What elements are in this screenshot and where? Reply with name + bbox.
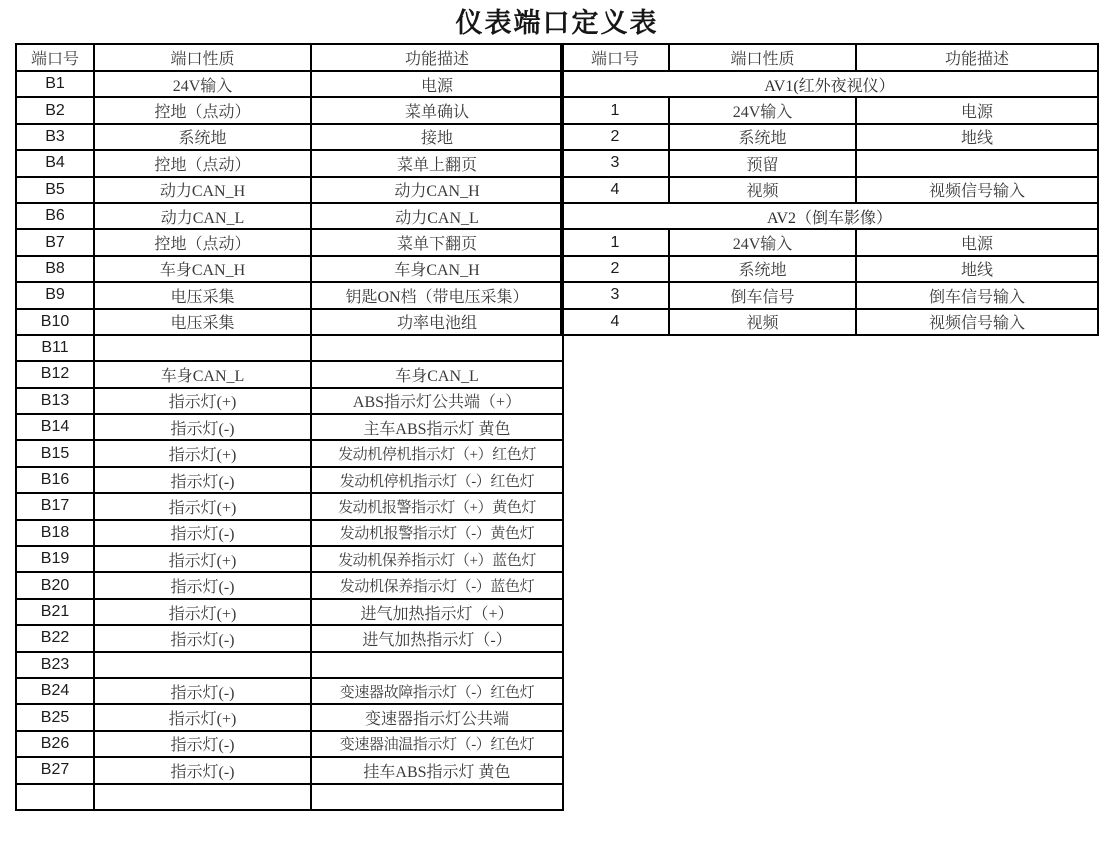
- table-row: [561, 256, 1098, 282]
- table-row: [16, 388, 563, 414]
- table-cell: 电压采集: [94, 309, 311, 335]
- column-header-port-nature: 端口性质: [669, 44, 856, 71]
- table-cell: 指示灯(-): [94, 757, 311, 783]
- table-cell: 变速器故障指示灯（-）红色灯: [311, 678, 563, 704]
- header-row: [561, 44, 1098, 71]
- table-cell: B3: [16, 124, 94, 150]
- table-cell: B7: [16, 229, 94, 255]
- table-row: [16, 572, 563, 598]
- table-cell: 指示灯(+): [94, 388, 311, 414]
- table-cell: B16: [16, 467, 94, 493]
- table-row: [561, 282, 1098, 308]
- table-row: [561, 97, 1098, 123]
- table-cell: B13: [16, 388, 94, 414]
- av-port-table-right: [560, 43, 1099, 336]
- table-cell: 指示灯(+): [94, 440, 311, 466]
- table-cell: 电源: [856, 97, 1098, 123]
- table-cell: 系统地: [94, 124, 311, 150]
- table-cell: 动力CAN_H: [94, 177, 311, 203]
- table-row: [16, 309, 563, 335]
- table-cell: B10: [16, 309, 94, 335]
- table-cell: 车身CAN_L: [311, 361, 563, 387]
- table-cell: [311, 652, 563, 678]
- table-cell: 发动机停机指示灯（-）红色灯: [311, 467, 563, 493]
- table-cell: 功率电池组: [311, 309, 563, 335]
- table-cell: B22: [16, 625, 94, 651]
- table-cell: [16, 784, 94, 810]
- table-row: [16, 177, 563, 203]
- table-cell: 4: [561, 309, 669, 335]
- table-cell: 车身CAN_L: [94, 361, 311, 387]
- table-cell: ABS指示灯公共端（+）: [311, 388, 563, 414]
- table-cell: 1: [561, 229, 669, 255]
- table-cell: 动力CAN_L: [311, 203, 563, 229]
- section-title: AV2（倒车影像）: [561, 203, 1098, 229]
- table-cell: 2: [561, 256, 669, 282]
- table-row: [16, 282, 563, 308]
- table-cell: 24V输入: [94, 71, 311, 97]
- table-cell: 3: [561, 150, 669, 176]
- table-cell: B5: [16, 177, 94, 203]
- table-cell: B2: [16, 97, 94, 123]
- table-cell: 指示灯(-): [94, 520, 311, 546]
- table-cell: 进气加热指示灯（+）: [311, 599, 563, 625]
- table-cell: 地线: [856, 256, 1098, 282]
- table-cell: 发动机保养指示灯（+）蓝色灯: [311, 546, 563, 572]
- table-cell: B24: [16, 678, 94, 704]
- table-cell: 指示灯(-): [94, 731, 311, 757]
- table-cell: B11: [16, 335, 94, 361]
- table-cell: B15: [16, 440, 94, 466]
- table-cell: B14: [16, 414, 94, 440]
- table-row: [16, 335, 563, 361]
- table-cell: 控地（点动）: [94, 229, 311, 255]
- table-cell: 指示灯(-): [94, 414, 311, 440]
- table-cell: 电压采集: [94, 282, 311, 308]
- page-title: 仪表端口定义表: [455, 8, 659, 38]
- table-cell: [856, 150, 1098, 176]
- table-cell: B20: [16, 572, 94, 598]
- table-row: [561, 229, 1098, 255]
- table-row: [16, 625, 563, 651]
- column-header-port-nature: 端口性质: [94, 44, 311, 71]
- table-cell: 指示灯(-): [94, 678, 311, 704]
- table-cell: B23: [16, 652, 94, 678]
- header-row: [16, 44, 563, 71]
- table-row: [16, 652, 563, 678]
- table-cell: 菜单上翻页: [311, 150, 563, 176]
- table-cell: 进气加热指示灯（-）: [311, 625, 563, 651]
- table-cell: 变速器油温指示灯（-）红色灯: [311, 731, 563, 757]
- table-cell: 1: [561, 97, 669, 123]
- table-row: [16, 256, 563, 282]
- table-row: [16, 203, 563, 229]
- section-title: AV1(红外夜视仪）: [561, 71, 1098, 97]
- table-row: [16, 361, 563, 387]
- table-cell: B18: [16, 520, 94, 546]
- table-row: [561, 150, 1098, 176]
- table-cell: 指示灯(-): [94, 467, 311, 493]
- table-cell: 系统地: [669, 124, 856, 150]
- table-row: [16, 414, 563, 440]
- table-cell: B21: [16, 599, 94, 625]
- table-cell: B9: [16, 282, 94, 308]
- instrument-port-table-left: [15, 43, 564, 811]
- table-cell: 电源: [856, 229, 1098, 255]
- table-row: [561, 177, 1098, 203]
- section-header-row: [561, 203, 1098, 229]
- table-cell: B25: [16, 704, 94, 730]
- table-cell: 电源: [311, 71, 563, 97]
- table-row: [16, 229, 563, 255]
- table-cell: B12: [16, 361, 94, 387]
- table-cell: [311, 784, 563, 810]
- table-cell: 视频: [669, 309, 856, 335]
- table-cell: 指示灯(+): [94, 599, 311, 625]
- table-cell: 视频信号输入: [856, 309, 1098, 335]
- table-cell: B19: [16, 546, 94, 572]
- table-row: [16, 599, 563, 625]
- table-cell: 4: [561, 177, 669, 203]
- table-cell: B26: [16, 731, 94, 757]
- table-cell: B17: [16, 493, 94, 519]
- table-cell: 2: [561, 124, 669, 150]
- table-cell: 指示灯(+): [94, 493, 311, 519]
- table-cell: 3: [561, 282, 669, 308]
- table-cell: 挂车ABS指示灯 黄色: [311, 757, 563, 783]
- table-row: [16, 784, 563, 810]
- table-row: [16, 97, 563, 123]
- table-row: [16, 520, 563, 546]
- table-row: [16, 440, 563, 466]
- column-header-function-desc: 功能描述: [311, 44, 563, 71]
- table-cell: 菜单确认: [311, 97, 563, 123]
- table-row: [16, 150, 563, 176]
- table-cell: 视频信号输入: [856, 177, 1098, 203]
- table-row: [16, 493, 563, 519]
- table-cell: 接地: [311, 124, 563, 150]
- table-cell: 钥匙ON档（带电压采集）: [311, 282, 563, 308]
- table-cell: 主车ABS指示灯 黄色: [311, 414, 563, 440]
- table-cell: 菜单下翻页: [311, 229, 563, 255]
- table-row: [16, 731, 563, 757]
- table-row: [561, 309, 1098, 335]
- table-cell: 24V输入: [669, 97, 856, 123]
- table-cell: 发动机停机指示灯（+）红色灯: [311, 440, 563, 466]
- table-cell: B1: [16, 71, 94, 97]
- table-cell: 系统地: [669, 256, 856, 282]
- table-row: [16, 757, 563, 783]
- table-cell: 指示灯(-): [94, 625, 311, 651]
- table-cell: [311, 335, 563, 361]
- table-cell: 车身CAN_H: [311, 256, 563, 282]
- table-cell: 车身CAN_H: [94, 256, 311, 282]
- table-cell: 指示灯(-): [94, 572, 311, 598]
- table-row: [16, 546, 563, 572]
- table-cell: [94, 784, 311, 810]
- table-cell: 动力CAN_L: [94, 203, 311, 229]
- table-cell: [94, 335, 311, 361]
- table-cell: 发动机保养指示灯（-）蓝色灯: [311, 572, 563, 598]
- table-cell: 动力CAN_H: [311, 177, 563, 203]
- table-cell: 控地（点动）: [94, 97, 311, 123]
- table-cell: 变速器指示灯公共端: [311, 704, 563, 730]
- table-cell: 预留: [669, 150, 856, 176]
- table-cell: 24V输入: [669, 229, 856, 255]
- table-cell: B8: [16, 256, 94, 282]
- table-row: [16, 467, 563, 493]
- table-cell: B4: [16, 150, 94, 176]
- table-cell: [94, 652, 311, 678]
- table-cell: 控地（点动）: [94, 150, 311, 176]
- table-cell: 倒车信号输入: [856, 282, 1098, 308]
- table-cell: 发动机报警指示灯（+）黄色灯: [311, 493, 563, 519]
- table-row: [16, 71, 563, 97]
- table-row: [16, 704, 563, 730]
- table-cell: 视频: [669, 177, 856, 203]
- table-row: [16, 124, 563, 150]
- table-cell: B27: [16, 757, 94, 783]
- table-row: [561, 124, 1098, 150]
- table-cell: 指示灯(+): [94, 704, 311, 730]
- table-cell: B6: [16, 203, 94, 229]
- section-header-row: [561, 71, 1098, 97]
- table-cell: 指示灯(+): [94, 546, 311, 572]
- table-cell: 发动机报警指示灯（-）黄色灯: [311, 520, 563, 546]
- table-row: [16, 678, 563, 704]
- table-cell: 地线: [856, 124, 1098, 150]
- table-cell: 倒车信号: [669, 282, 856, 308]
- column-header-port-number: 端口号: [561, 44, 669, 71]
- column-header-function-desc: 功能描述: [856, 44, 1098, 71]
- column-header-port-number: 端口号: [16, 44, 94, 71]
